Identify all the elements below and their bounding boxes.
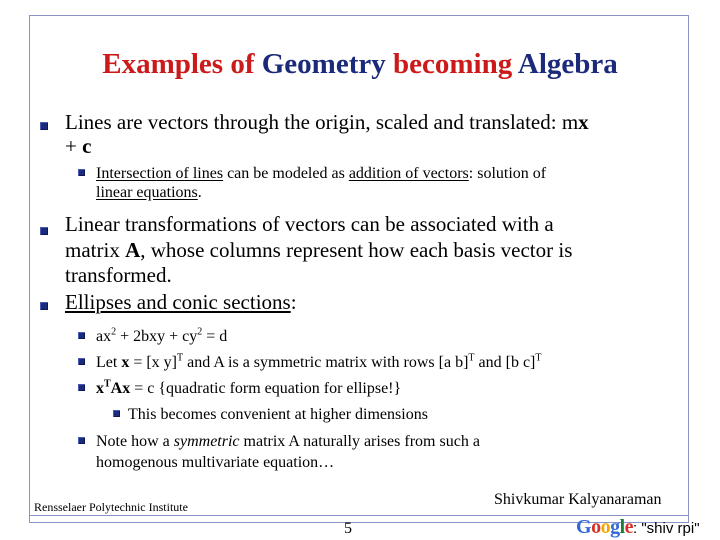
sub-bullet-icon (78, 169, 85, 176)
bullet-lines-vectors: Lines are vectors through the origin, scaled and translated: mx (65, 110, 589, 134)
bullet-linear-transformations: Linear transformations of vectors can be associated with a (65, 212, 554, 236)
bullet-icon (40, 302, 48, 310)
bullet-lines-vectors-cont: + c (65, 134, 92, 158)
bullet-icon (40, 227, 48, 235)
google-query: : "shiv rpi" (633, 520, 700, 537)
google-search-badge (576, 516, 700, 539)
institute-name: Rensselaer Polytechnic Institute (34, 500, 188, 514)
sub-bullet-icon (78, 332, 85, 339)
bullet-linear-transformations-cont: matrix A, whose columns represent how each basis vector is (65, 238, 573, 262)
page-number: 5 (344, 520, 352, 537)
sub-sub-bullet-higher-dimensions: This becomes convenient at higher dimensions (128, 406, 428, 423)
slide-title: Examples of Geometry becoming Algebra (102, 48, 618, 80)
sub-bullet-note: Note how a symmetric matrix A naturally arises from such a (96, 433, 480, 450)
bullet-linear-transformations-cont2: transformed. (65, 263, 172, 287)
sub-bullet-icon (78, 358, 85, 365)
sub-bullet-quadratic: $ax^2 + 2bxy + cy^2 = d$ (96, 326, 228, 345)
sub-bullet-intersection: Intersection of lines can be modeled as addition of vectors: solution of (96, 165, 547, 182)
author-name: Shivkumar Kalyanaraman (494, 491, 662, 508)
bullet-icon (40, 122, 48, 130)
sub-bullet-icon (78, 384, 85, 391)
sub-bullet-intersection-cont: linear equations. (96, 184, 202, 201)
sub-bullet-note-cont: homogenous multivariate equation… (96, 454, 335, 471)
sub-sub-bullet-icon (113, 410, 120, 417)
sub-bullet-let-x: Let x = [x y]$^T$ and A is a symmetric matrix with rows [a b]$^T$ and [b c]$^T$ (96, 352, 542, 371)
sub-bullet-icon (78, 437, 85, 444)
bullet-ellipses: Ellipses and conic sections: (65, 290, 297, 314)
sub-bullet-xtax: $x^TAx = c$ {quadratic form equation for ellipse!} (96, 378, 402, 397)
google-logo: Google (576, 516, 634, 538)
